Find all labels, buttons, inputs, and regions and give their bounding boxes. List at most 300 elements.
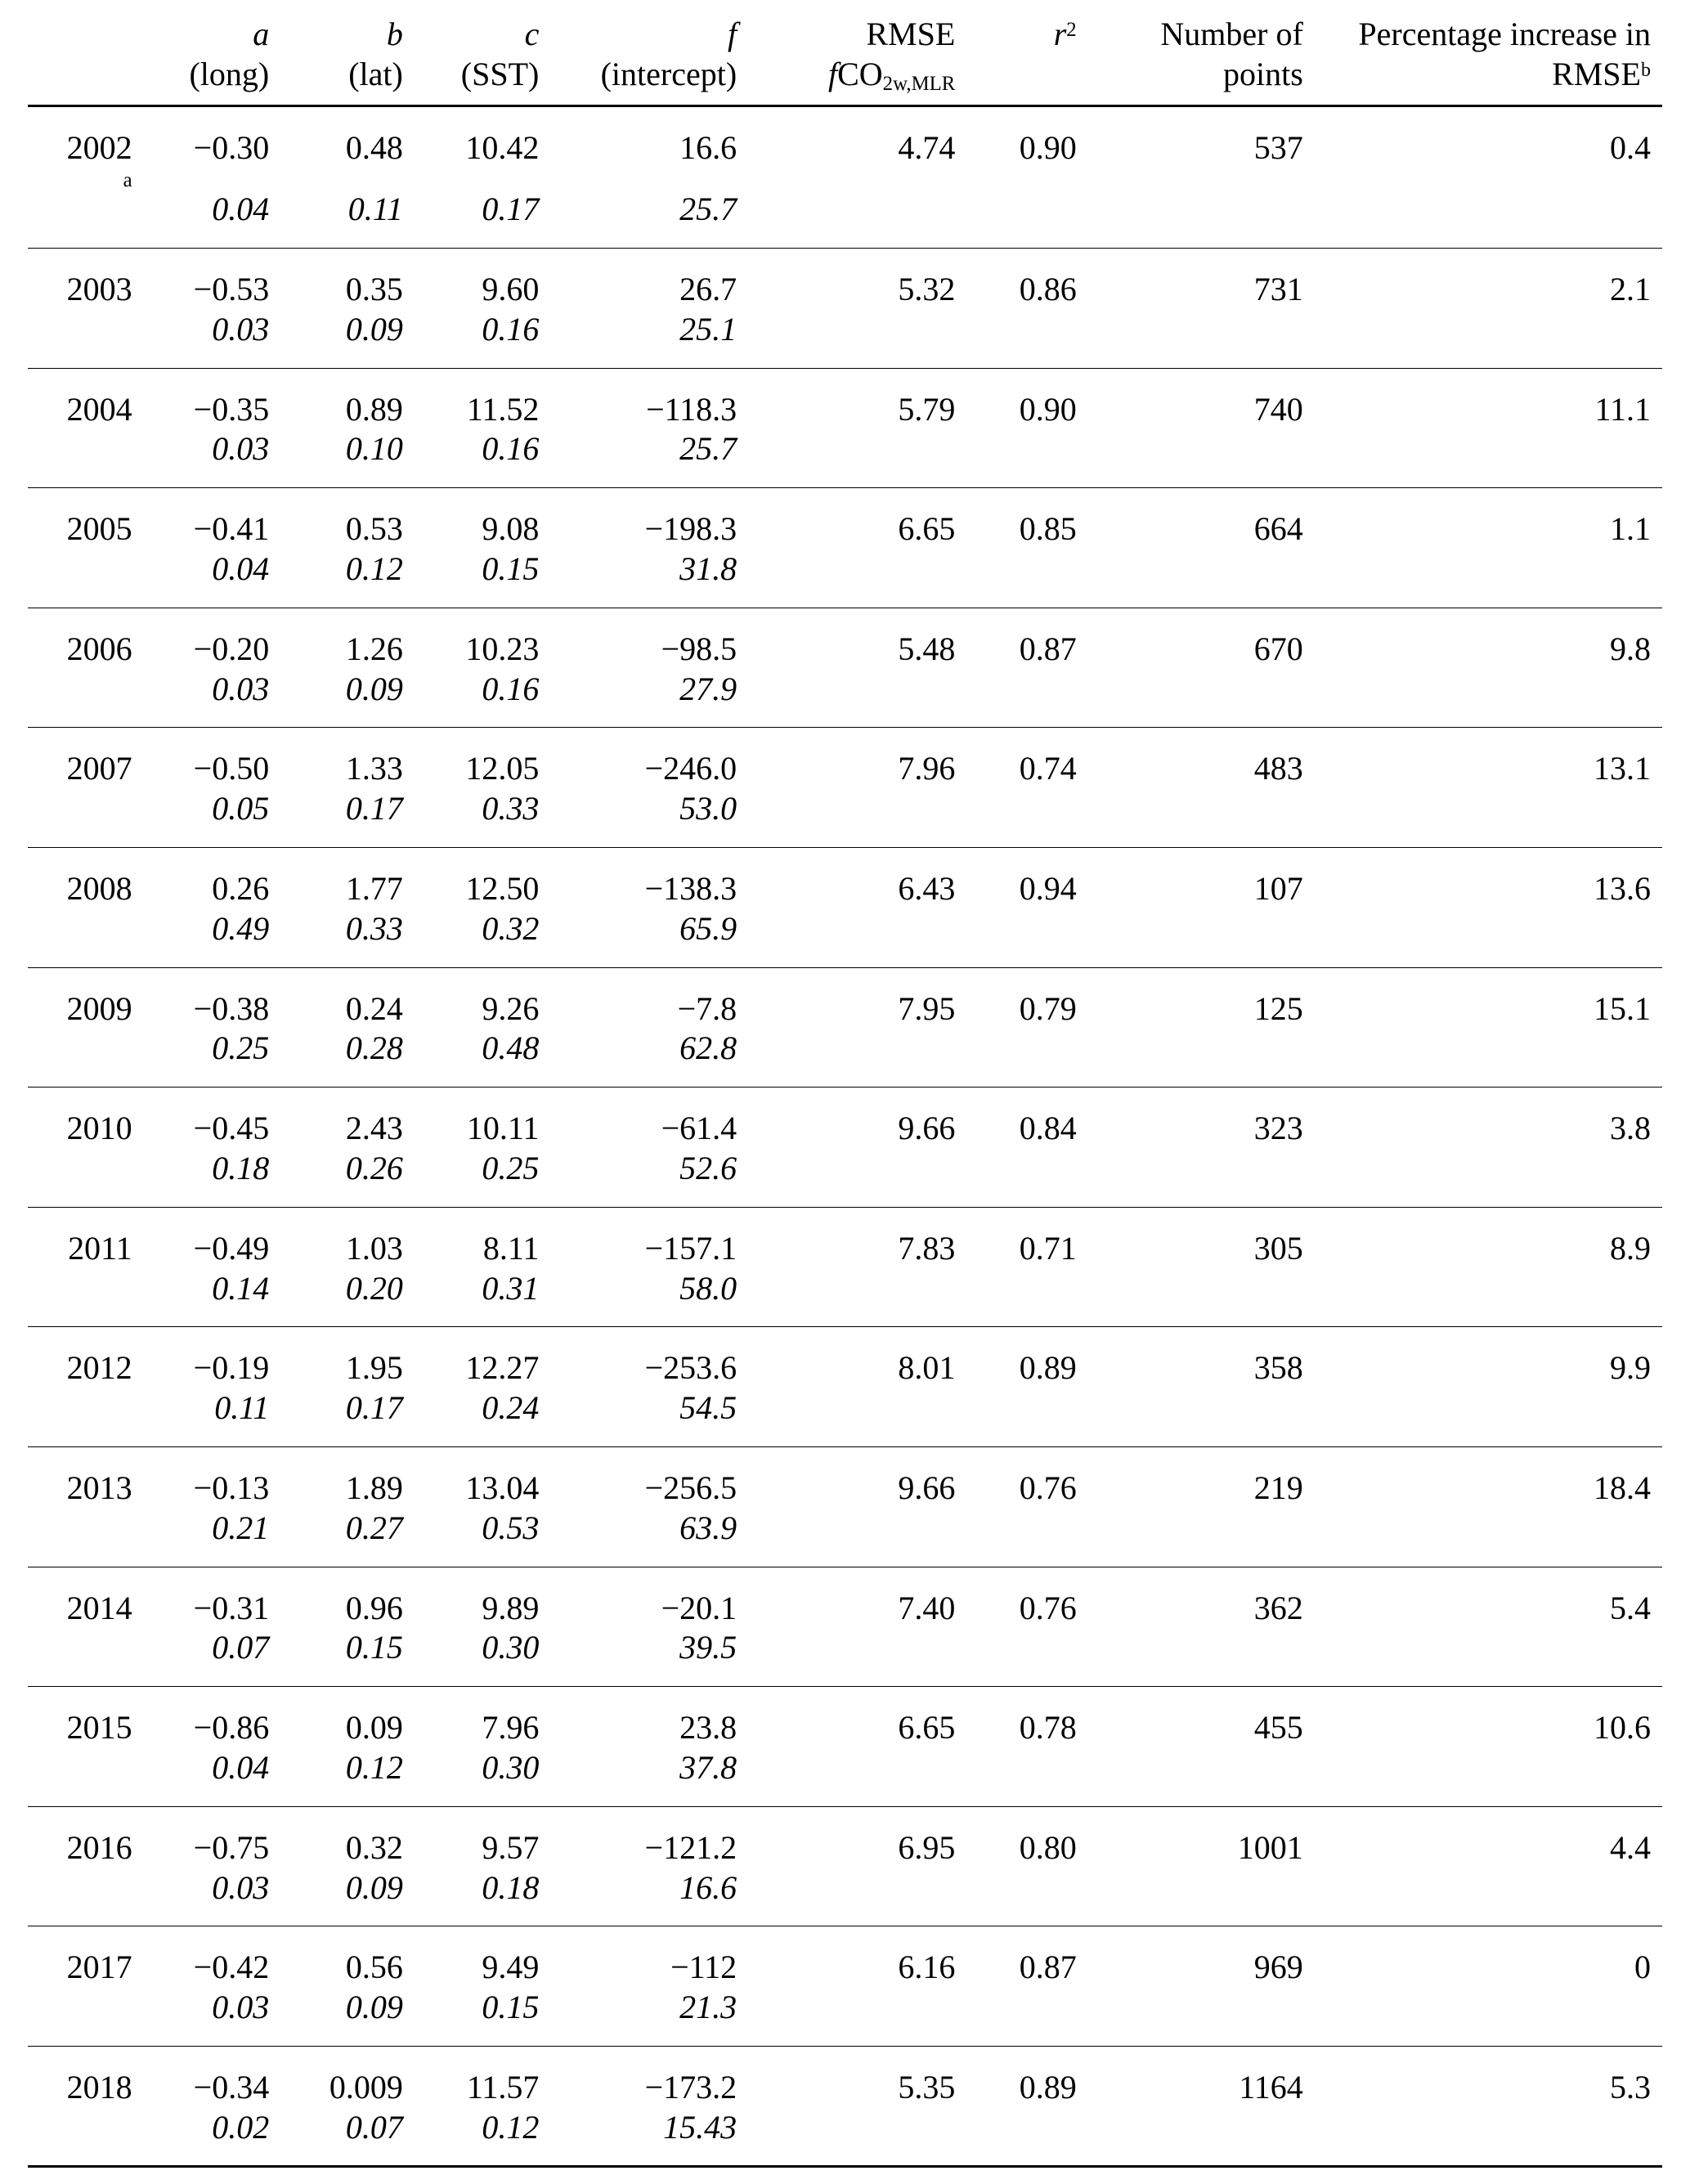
cell-f-error: 15.43: [550, 2108, 748, 2167]
cell-c-error: 0.16: [415, 429, 551, 487]
cell-b: 0.48: [345, 128, 403, 166]
cell-b: 0.32: [345, 1828, 403, 1866]
cell-r2: 0.78: [1019, 1709, 1077, 1747]
cell-f: −138.3: [644, 869, 737, 907]
cell-a: −0.30: [193, 128, 270, 166]
table-row: [28, 368, 1662, 429]
cell-f-error: 54.5: [550, 1388, 748, 1446]
cell-c-error: 0.24: [415, 1388, 551, 1446]
cell-f: 16.6: [679, 128, 737, 166]
cell-f-error: 65.9: [550, 909, 748, 967]
cell-c-error: 0.53: [415, 1509, 551, 1567]
cell-percentage-increase: 15.1: [1594, 989, 1651, 1027]
cell-rmse: 6.43: [898, 869, 956, 907]
cell-number-of-points: 323: [1253, 1110, 1303, 1147]
column-header-b: [280, 15, 415, 105]
cell-percentage-increase: 13.1: [1594, 750, 1651, 787]
cell-rmse-spacer: [748, 429, 966, 487]
table-row-uncertainty: [28, 1269, 1662, 1327]
cell-percentage-increase: 10.6: [1594, 1709, 1651, 1747]
cell-n-spacer: [1088, 1149, 1315, 1207]
cell-year: 2007: [66, 750, 132, 787]
cell-pct-spacer: [1315, 1029, 1662, 1087]
cell-n-spacer: [1088, 1388, 1315, 1446]
cell-number-of-points: 455: [1253, 1709, 1303, 1747]
column-header-a-symbol: a: [253, 16, 270, 52]
cell-c: 13.04: [465, 1469, 540, 1506]
cell-year-spacer: [28, 1628, 144, 1686]
table-row: [28, 847, 1662, 908]
cell-c-error: 0.31: [415, 1269, 551, 1327]
cell-f-error: 31.8: [550, 549, 748, 608]
cell-percentage-increase: 18.4: [1594, 1469, 1651, 1506]
cell-rmse: 8.01: [898, 1349, 956, 1387]
cell-number-of-points: 219: [1253, 1469, 1303, 1506]
cell-pct-spacer: [1315, 1988, 1662, 2046]
cell-pct-spacer: [1315, 670, 1662, 728]
cell-number-of-points: 1001: [1237, 1828, 1303, 1866]
cell-a: −0.31: [193, 1589, 270, 1626]
cell-r2-spacer: [966, 1988, 1087, 2046]
table-row-uncertainty: [28, 429, 1662, 487]
cell-a-error: 0.05: [144, 789, 281, 847]
cell-year: 2009: [66, 989, 132, 1027]
cell-year: 2006: [66, 630, 132, 667]
cell-a-error: 0.03: [144, 310, 281, 368]
cell-b-error: 0.15: [280, 1628, 415, 1686]
column-header-n-line2: points: [1223, 55, 1303, 92]
cell-rmse-spacer: [748, 1628, 966, 1686]
cell-year: 2005: [66, 510, 132, 548]
column-header-c-symbol: c: [524, 16, 540, 52]
cell-a: −0.42: [193, 1949, 270, 1986]
cell-b: 0.09: [345, 1709, 403, 1747]
cell-year-spacer: [28, 909, 144, 967]
cell-f-error: 37.8: [550, 1748, 748, 1806]
column-header-percentage-increase: [1315, 15, 1662, 105]
regression-statistics-table: [28, 15, 1662, 2168]
cell-rmse: 6.65: [898, 1709, 956, 1747]
cell-r2-spacer: [966, 909, 1087, 967]
table-row-uncertainty: [28, 1509, 1662, 1567]
cell-year-spacer: [28, 789, 144, 847]
table-row: [28, 1327, 1662, 1388]
cell-c: 10.42: [465, 128, 540, 166]
cell-a-error: 0.21: [144, 1509, 281, 1567]
cell-rmse-spacer: [748, 670, 966, 728]
cell-c-error: 0.30: [415, 1748, 551, 1806]
cell-f: −173.2: [644, 2068, 737, 2106]
cell-r2-spacer: [966, 1748, 1087, 1806]
cell-r2: 0.85: [1019, 510, 1077, 548]
cell-f: −256.5: [644, 1469, 737, 1506]
cell-r2-spacer: [966, 1868, 1087, 1926]
cell-n-spacer: [1088, 1029, 1315, 1087]
cell-c: 9.57: [482, 1828, 540, 1866]
cell-n-spacer: [1088, 1269, 1315, 1327]
cell-rmse: 6.65: [898, 510, 956, 548]
cell-r2: 0.79: [1019, 989, 1077, 1027]
cell-a-error: 0.03: [144, 1988, 281, 2046]
cell-n-spacer: [1088, 2108, 1315, 2167]
cell-f: −157.1: [644, 1229, 737, 1267]
table-row: [28, 488, 1662, 549]
cell-c: 9.49: [482, 1949, 540, 1986]
cell-r2-spacer: [966, 190, 1087, 248]
cell-b: 0.89: [345, 390, 403, 428]
column-header-r2: [966, 15, 1087, 105]
cell-percentage-increase: 9.9: [1610, 1349, 1651, 1387]
table-row-uncertainty: [28, 789, 1662, 847]
cell-number-of-points: 305: [1253, 1229, 1303, 1267]
cell-number-of-points: 670: [1253, 630, 1303, 667]
cell-pct-spacer: [1315, 1748, 1662, 1806]
cell-b-error: 0.12: [280, 1748, 415, 1806]
cell-f-error: 58.0: [550, 1269, 748, 1327]
cell-rmse-spacer: [748, 1269, 966, 1327]
cell-a-error: 0.14: [144, 1269, 281, 1327]
cell-percentage-increase: 3.8: [1610, 1110, 1651, 1147]
cell-a: −0.86: [193, 1709, 270, 1747]
cell-rmse: 5.35: [898, 2068, 956, 2106]
cell-year: 2008: [66, 869, 132, 907]
cell-c: 10.23: [465, 630, 540, 667]
cell-year: 2017: [66, 1949, 132, 1986]
cell-year-spacer: [28, 1509, 144, 1567]
cell-c-error: 0.15: [415, 549, 551, 608]
table-row: [28, 728, 1662, 789]
cell-number-of-points: 969: [1253, 1949, 1303, 1986]
cell-f: −112: [670, 1949, 737, 1986]
cell-rmse-spacer: [748, 1388, 966, 1446]
cell-f: −198.3: [644, 510, 737, 548]
cell-n-spacer: [1088, 1748, 1315, 1806]
cell-pct-spacer: [1315, 1269, 1662, 1327]
cell-number-of-points: 740: [1253, 390, 1303, 428]
column-header-rmse-label: RMSE: [866, 16, 956, 52]
cell-c: 11.52: [466, 390, 540, 428]
table-row: [28, 105, 1662, 190]
cell-f-error: 39.5: [550, 1628, 748, 1686]
cell-year-spacer: [28, 670, 144, 728]
cell-percentage-increase: 8.9: [1610, 1229, 1651, 1267]
cell-n-spacer: [1088, 310, 1315, 368]
cell-a-error: 0.07: [144, 1628, 281, 1686]
cell-f: −61.4: [661, 1110, 737, 1147]
cell-c: 12.50: [465, 869, 540, 907]
cell-n-spacer: [1088, 789, 1315, 847]
table-row: [28, 1207, 1662, 1268]
cell-a: −0.20: [193, 630, 270, 667]
table-row-uncertainty: [28, 909, 1662, 967]
cell-b-error: 0.33: [280, 909, 415, 967]
cell-r2-spacer: [966, 670, 1087, 728]
cell-f: −7.8: [677, 989, 737, 1027]
table-row-uncertainty: [28, 1029, 1662, 1087]
cell-b-error: 0.27: [280, 1509, 415, 1567]
cell-a-error: 0.18: [144, 1149, 281, 1207]
table-row: [28, 967, 1662, 1029]
cell-b: 1.77: [345, 869, 403, 907]
cell-f: −253.6: [644, 1349, 737, 1387]
cell-rmse-spacer: [748, 1868, 966, 1926]
cell-c: 9.08: [482, 510, 540, 548]
cell-b-error: 0.26: [280, 1149, 415, 1207]
cell-year: 2013: [66, 1469, 132, 1506]
cell-f: −246.0: [644, 750, 737, 787]
year-footnote-marker: a: [123, 168, 132, 191]
cell-r2: 0.87: [1019, 1949, 1077, 1986]
cell-a-error: 0.03: [144, 429, 281, 487]
cell-c-error: 0.15: [415, 1988, 551, 2046]
cell-rmse-spacer: [748, 1988, 966, 2046]
cell-b-error: 0.10: [280, 429, 415, 487]
cell-c: 11.57: [466, 2068, 540, 2106]
cell-r2: 0.76: [1019, 1469, 1077, 1506]
cell-c-error: 0.32: [415, 909, 551, 967]
cell-f-error: 21.3: [550, 1988, 748, 2046]
cell-n-spacer: [1088, 909, 1315, 967]
cell-a-error: 0.11: [144, 1388, 281, 1446]
table-row-uncertainty: [28, 1988, 1662, 2046]
cell-rmse: 6.16: [898, 1949, 956, 1986]
table-row: [28, 1687, 1662, 1748]
cell-a: −0.45: [193, 1110, 270, 1147]
cell-b-error: 0.07: [280, 2108, 415, 2167]
cell-a-error: 0.25: [144, 1029, 281, 1087]
table-row-uncertainty: [28, 1748, 1662, 1806]
cell-c-error: 0.30: [415, 1628, 551, 1686]
table-row-uncertainty: [28, 1868, 1662, 1926]
cell-rmse-spacer: [748, 2108, 966, 2167]
cell-pct-spacer: [1315, 310, 1662, 368]
cell-b: 0.56: [345, 1949, 403, 1986]
cell-f-error: 16.6: [550, 1868, 748, 1926]
cell-a-error: 0.03: [144, 1868, 281, 1926]
cell-b: 1.03: [345, 1229, 403, 1267]
cell-b-error: 0.11: [280, 190, 415, 248]
cell-pct-spacer: [1315, 1149, 1662, 1207]
cell-year-spacer: [28, 1029, 144, 1087]
cell-pct-spacer: [1315, 429, 1662, 487]
cell-c: 9.89: [482, 1589, 540, 1626]
cell-year: 2018: [66, 2068, 132, 2106]
cell-number-of-points: 107: [1253, 869, 1303, 907]
cell-percentage-increase: 2.1: [1610, 270, 1651, 307]
table-row: [28, 1088, 1662, 1149]
cell-rmse: 5.32: [898, 270, 956, 307]
cell-pct-spacer: [1315, 1868, 1662, 1926]
cell-rmse: 9.66: [898, 1110, 956, 1147]
table-row: [28, 1567, 1662, 1628]
cell-a-error: 0.03: [144, 670, 281, 728]
cell-f-error: 25.7: [550, 190, 748, 248]
cell-c-error: 0.33: [415, 789, 551, 847]
table-row-uncertainty: [28, 670, 1662, 728]
cell-year-spacer: [28, 2108, 144, 2167]
cell-rmse-spacer: [748, 1149, 966, 1207]
cell-number-of-points: 664: [1253, 510, 1303, 548]
table-row-uncertainty: [28, 1388, 1662, 1446]
cell-c: 9.26: [482, 989, 540, 1027]
cell-n-spacer: [1088, 1868, 1315, 1926]
cell-year: 2002 $^a$: [28, 105, 144, 190]
cell-rmse: 5.79: [898, 390, 956, 428]
cell-b-error: 0.12: [280, 549, 415, 608]
cell-pct-spacer: [1315, 909, 1662, 967]
cell-f-error: 63.9: [550, 1509, 748, 1567]
cell-f: −98.5: [661, 630, 737, 667]
cell-number-of-points: 483: [1253, 750, 1303, 787]
cell-r2-spacer: [966, 2108, 1087, 2167]
cell-year: 2014: [66, 1589, 132, 1626]
cell-year-spacer: [28, 429, 144, 487]
cell-number-of-points: 537: [1253, 128, 1303, 166]
column-header-r2-symbol: $r^2$: [1053, 16, 1077, 52]
cell-r2: 0.90: [1019, 390, 1077, 428]
column-header-c: [415, 15, 551, 105]
cell-b: 0.96: [345, 1589, 403, 1626]
cell-year: 2012: [66, 1349, 132, 1387]
cell-a: −0.35: [193, 390, 270, 428]
table-row: [28, 608, 1662, 669]
cell-f-error: 52.6: [550, 1149, 748, 1207]
cell-a: −0.49: [193, 1229, 270, 1267]
table-row-uncertainty: [28, 2108, 1662, 2167]
cell-c: 7.96: [482, 1709, 540, 1747]
cell-b-error: 0.17: [280, 1388, 415, 1446]
cell-rmse-spacer: [748, 789, 966, 847]
cell-b-error: 0.09: [280, 670, 415, 728]
cell-b: 0.009: [329, 2068, 403, 2106]
cell-a: −0.38: [193, 989, 270, 1027]
cell-year-spacer: [28, 1388, 144, 1446]
cell-r2-spacer: [966, 1269, 1087, 1327]
column-header-pct-line2: RMSE$^b$: [1552, 55, 1651, 92]
table-body: [28, 105, 1662, 2167]
cell-r2-spacer: [966, 1029, 1087, 1087]
cell-f: −121.2: [644, 1828, 737, 1866]
cell-rmse-spacer: [748, 1029, 966, 1087]
cell-r2-spacer: [966, 310, 1087, 368]
column-header-a-sub: (long): [189, 55, 270, 92]
table-row: [28, 1446, 1662, 1508]
cell-rmse: 6.95: [898, 1828, 956, 1866]
cell-r2-spacer: [966, 549, 1087, 608]
cell-percentage-increase: 1.1: [1610, 510, 1651, 548]
cell-b: 2.43: [345, 1110, 403, 1147]
cell-rmse: 9.66: [898, 1469, 956, 1506]
cell-rmse: 7.96: [898, 750, 956, 787]
cell-percentage-increase: 13.6: [1594, 869, 1651, 907]
cell-c-error: 0.12: [415, 2108, 551, 2167]
cell-percentage-increase: 5.3: [1610, 2068, 1651, 2106]
cell-rmse: 7.83: [898, 1229, 956, 1267]
cell-b-error: 0.20: [280, 1269, 415, 1327]
cell-c-error: 0.48: [415, 1029, 551, 1087]
cell-a-error: 0.02: [144, 2108, 281, 2167]
cell-percentage-increase: 0.4: [1610, 128, 1651, 166]
cell-number-of-points: 358: [1253, 1349, 1303, 1387]
column-header-f-symbol: f: [728, 16, 737, 52]
cell-b-error: 0.17: [280, 789, 415, 847]
column-header-a: [144, 15, 281, 105]
cell-year-spacer: [28, 310, 144, 368]
cell-f: 26.7: [679, 270, 737, 307]
cell-b: 1.95: [345, 1349, 403, 1387]
table-row: [28, 248, 1662, 309]
cell-number-of-points: 731: [1253, 270, 1303, 307]
table-row-uncertainty: [28, 1628, 1662, 1686]
cell-n-spacer: [1088, 549, 1315, 608]
cell-c: 12.27: [465, 1349, 540, 1387]
cell-year-spacer: [28, 1748, 144, 1806]
cell-r2-spacer: [966, 1388, 1087, 1446]
cell-year-spacer: [28, 1149, 144, 1207]
cell-rmse-spacer: [748, 190, 966, 248]
cell-n-spacer: [1088, 1509, 1315, 1567]
cell-b-error: 0.28: [280, 1029, 415, 1087]
cell-r2: 0.89: [1019, 2068, 1077, 2106]
cell-pct-spacer: [1315, 2108, 1662, 2167]
cell-f-error: 53.0: [550, 789, 748, 847]
cell-b: 1.89: [345, 1469, 403, 1506]
column-header-year: [28, 15, 144, 105]
cell-r2-spacer: [966, 789, 1087, 847]
column-header-b-sub: (lat): [348, 55, 403, 92]
column-header-f: [550, 15, 748, 105]
cell-a: −0.50: [193, 750, 270, 787]
cell-n-spacer: [1088, 429, 1315, 487]
cell-r2-spacer: [966, 1149, 1087, 1207]
cell-r2-spacer: [966, 429, 1087, 487]
cell-r2: 0.90: [1019, 128, 1077, 166]
cell-a: −0.75: [193, 1828, 270, 1866]
cell-year-spacer: [28, 1269, 144, 1327]
cell-year-spacer: [28, 549, 144, 608]
cell-rmse: 5.48: [898, 630, 956, 667]
cell-rmse: 7.40: [898, 1589, 956, 1626]
cell-b: 1.26: [345, 630, 403, 667]
cell-b-error: 0.09: [280, 1868, 415, 1926]
table-row-uncertainty: [28, 190, 1662, 248]
cell-b: 1.33: [345, 750, 403, 787]
cell-f: −118.3: [646, 390, 737, 428]
cell-r2: 0.84: [1019, 1110, 1077, 1147]
cell-f-error: 25.1: [550, 310, 748, 368]
cell-pct-spacer: [1315, 789, 1662, 847]
column-header-pct-line1: Percentage increase in: [1358, 16, 1651, 52]
cell-c: 10.11: [466, 1110, 540, 1147]
cell-b: 0.24: [345, 989, 403, 1027]
cell-c-error: 0.25: [415, 1149, 551, 1207]
cell-c: 9.60: [482, 270, 540, 307]
cell-b-error: 0.09: [280, 310, 415, 368]
cell-f-error: 27.9: [550, 670, 748, 728]
column-header-b-symbol: b: [386, 16, 403, 52]
column-header-f-sub: (intercept): [600, 55, 737, 92]
column-header-n-line1: Number of: [1160, 16, 1303, 52]
cell-c-error: 0.16: [415, 670, 551, 728]
table-row: [28, 1806, 1662, 1868]
cell-pct-spacer: [1315, 190, 1662, 248]
cell-f: 23.8: [679, 1709, 737, 1747]
cell-r2: 0.86: [1019, 270, 1077, 307]
cell-year-spacer: [28, 1988, 144, 2046]
cell-b: 0.35: [345, 270, 403, 307]
cell-number-of-points: 1164: [1239, 2068, 1303, 2106]
cell-r2: 0.71: [1019, 1229, 1077, 1267]
